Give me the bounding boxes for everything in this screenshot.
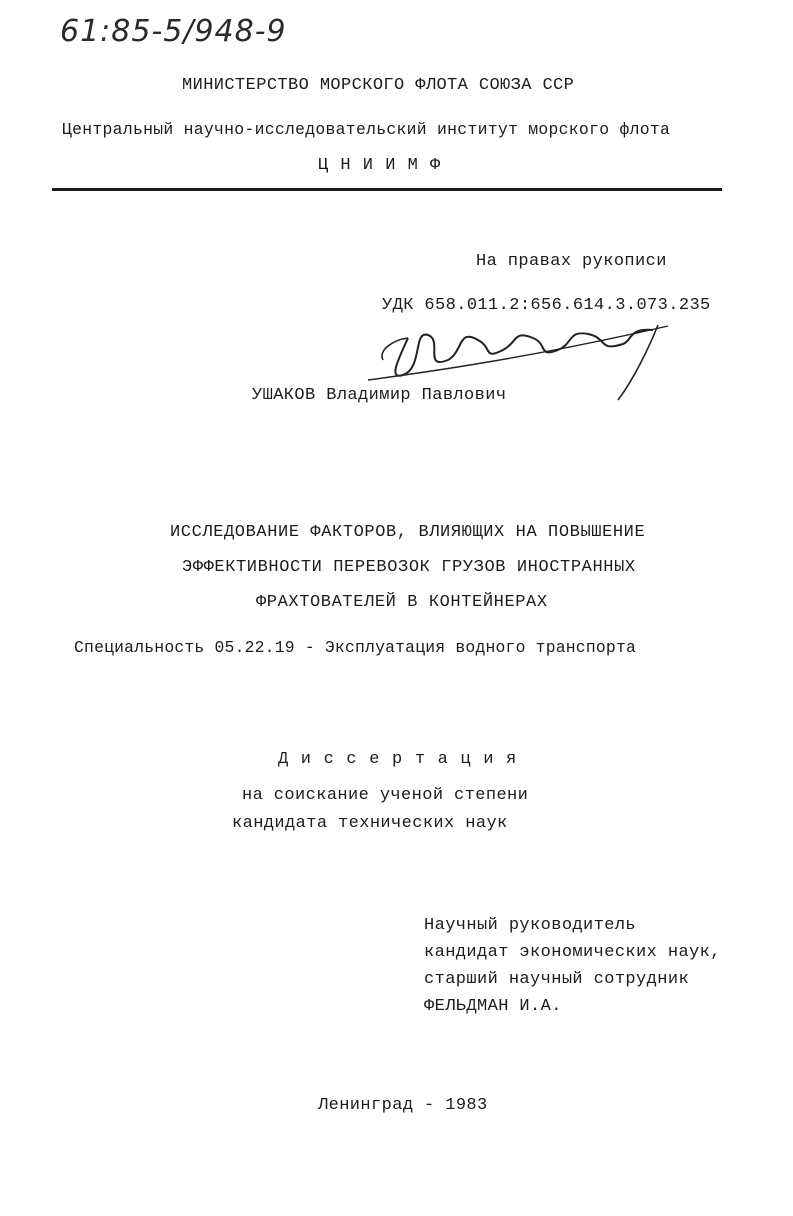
supervisor-position: старший научный сотрудник [424,970,690,989]
ministry-line: МИНИСТЕРСТВО МОРСКОГО ФЛОТА СОЮЗА ССР [182,76,575,95]
manuscript-note: На правах рукописи [476,252,667,271]
dissertation-heading: Д и с с е р т а ц и я [278,750,518,769]
dissertation-line-2: кандидата технических наук [232,814,508,833]
place-year: Ленинград - 1983 [318,1096,488,1115]
title-line-1: ИССЛЕДОВАНИЕ ФАКТОРОВ, ВЛИЯЮЩИХ НА ПОВЫШЕНИЕ [170,523,646,542]
supervisor-role: Научный руководитель [424,916,637,935]
supervisor-name: ФЕЛЬДМАН И.А. [424,997,562,1016]
institute-abbreviation: Ц Н И И М Ф [318,156,442,175]
udc-code: УДК 658.011.2:656.614.3.073.235 [382,296,711,315]
specialty-line: Специальность 05.22.19 - Эксплуатация водного транспорта [74,638,637,657]
title-line-2: ЭФФЕКТИВНОСТИ ПЕРЕВОЗОК ГРУЗОВ ИНОСТРАННЫХ [182,558,636,577]
institute-line: Центральный научно-исследовательский институт морского флота [62,120,671,139]
supervisor-degree: кандидат экономических наук, [424,943,721,962]
header-divider [52,188,722,191]
author-name: УШАКОВ Владимир Павлович [252,386,507,405]
dissertation-line-1: на соискание ученой степени [242,786,529,805]
archive-number: 61:85-5/948-9 [60,14,287,49]
title-line-3: ФРАХТОВАТЕЛЕЙ В КОНТЕЙНЕРАХ [256,593,548,612]
